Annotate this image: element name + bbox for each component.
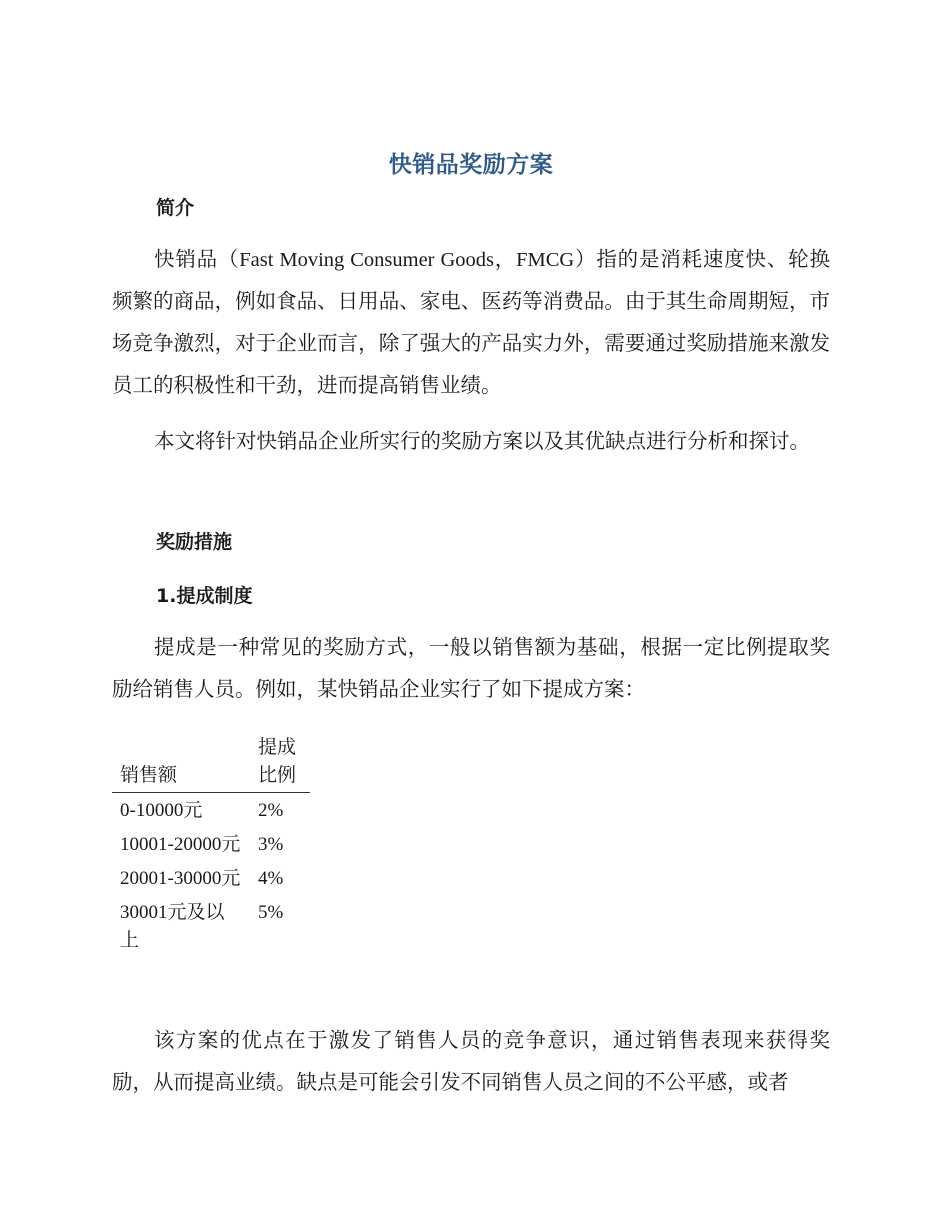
intro-paragraph-1: 快销品（Fast Moving Consumer Goods，FMCG）指的是消耗速度快、轮换频繁的商品，例如食品、日用品、家电、医药等消费品。由于其生命周期短，市场竞争激烈，对于企业而言，除了强大的产品实力外，需要通过奖励措施来激发员工的积极性和干劲，进而提高销售业绩。 bbox=[112, 249, 830, 397]
table-header-sales: 销售额 bbox=[112, 734, 250, 793]
table-row bbox=[112, 827, 310, 861]
section-heading-intro: 简介 bbox=[156, 197, 195, 219]
table-cell-sales: 0-10000元 bbox=[120, 800, 203, 821]
subsection-heading-commission: 1.提成制度 bbox=[156, 585, 253, 607]
commission-table bbox=[112, 734, 310, 957]
document-title: 快销品奖励方案 bbox=[388, 152, 554, 178]
section-heading-measures: 奖励措施 bbox=[156, 531, 233, 553]
commission-paragraph-2: 该方案的优点在于激发了销售人员的竞争意识，通过销售表现来获得奖励，从而提高业绩。缺点是可能会引发不同销售人员之间的不公平感，或者 bbox=[112, 1030, 830, 1094]
table-row bbox=[112, 895, 310, 957]
table-cell-sales: 10001-20000元 bbox=[120, 834, 241, 855]
table-header-row bbox=[112, 734, 310, 793]
table-header-rate: 提成比例 bbox=[250, 734, 310, 793]
table-cell-sales: 30001元及以上 bbox=[120, 902, 225, 951]
intro-paragraph-2: 本文将针对快销品企业所实行的奖励方案以及其优缺点进行分析和探讨。 bbox=[154, 431, 810, 453]
table-row bbox=[112, 861, 310, 895]
table-cell-rate: 4% bbox=[258, 868, 284, 889]
table-cell-sales: 20001-30000元 bbox=[120, 868, 241, 889]
commission-paragraph-1: 提成是一种常见的奖励方式，一般以销售额为基础，根据一定比例提取奖励给销售人员。例如，某快销品企业实行了如下提成方案： bbox=[112, 637, 830, 701]
table-row bbox=[112, 793, 310, 828]
table-cell-rate: 2% bbox=[258, 800, 284, 821]
table-cell-rate: 3% bbox=[258, 834, 284, 855]
table-cell-rate: 5% bbox=[258, 902, 284, 923]
